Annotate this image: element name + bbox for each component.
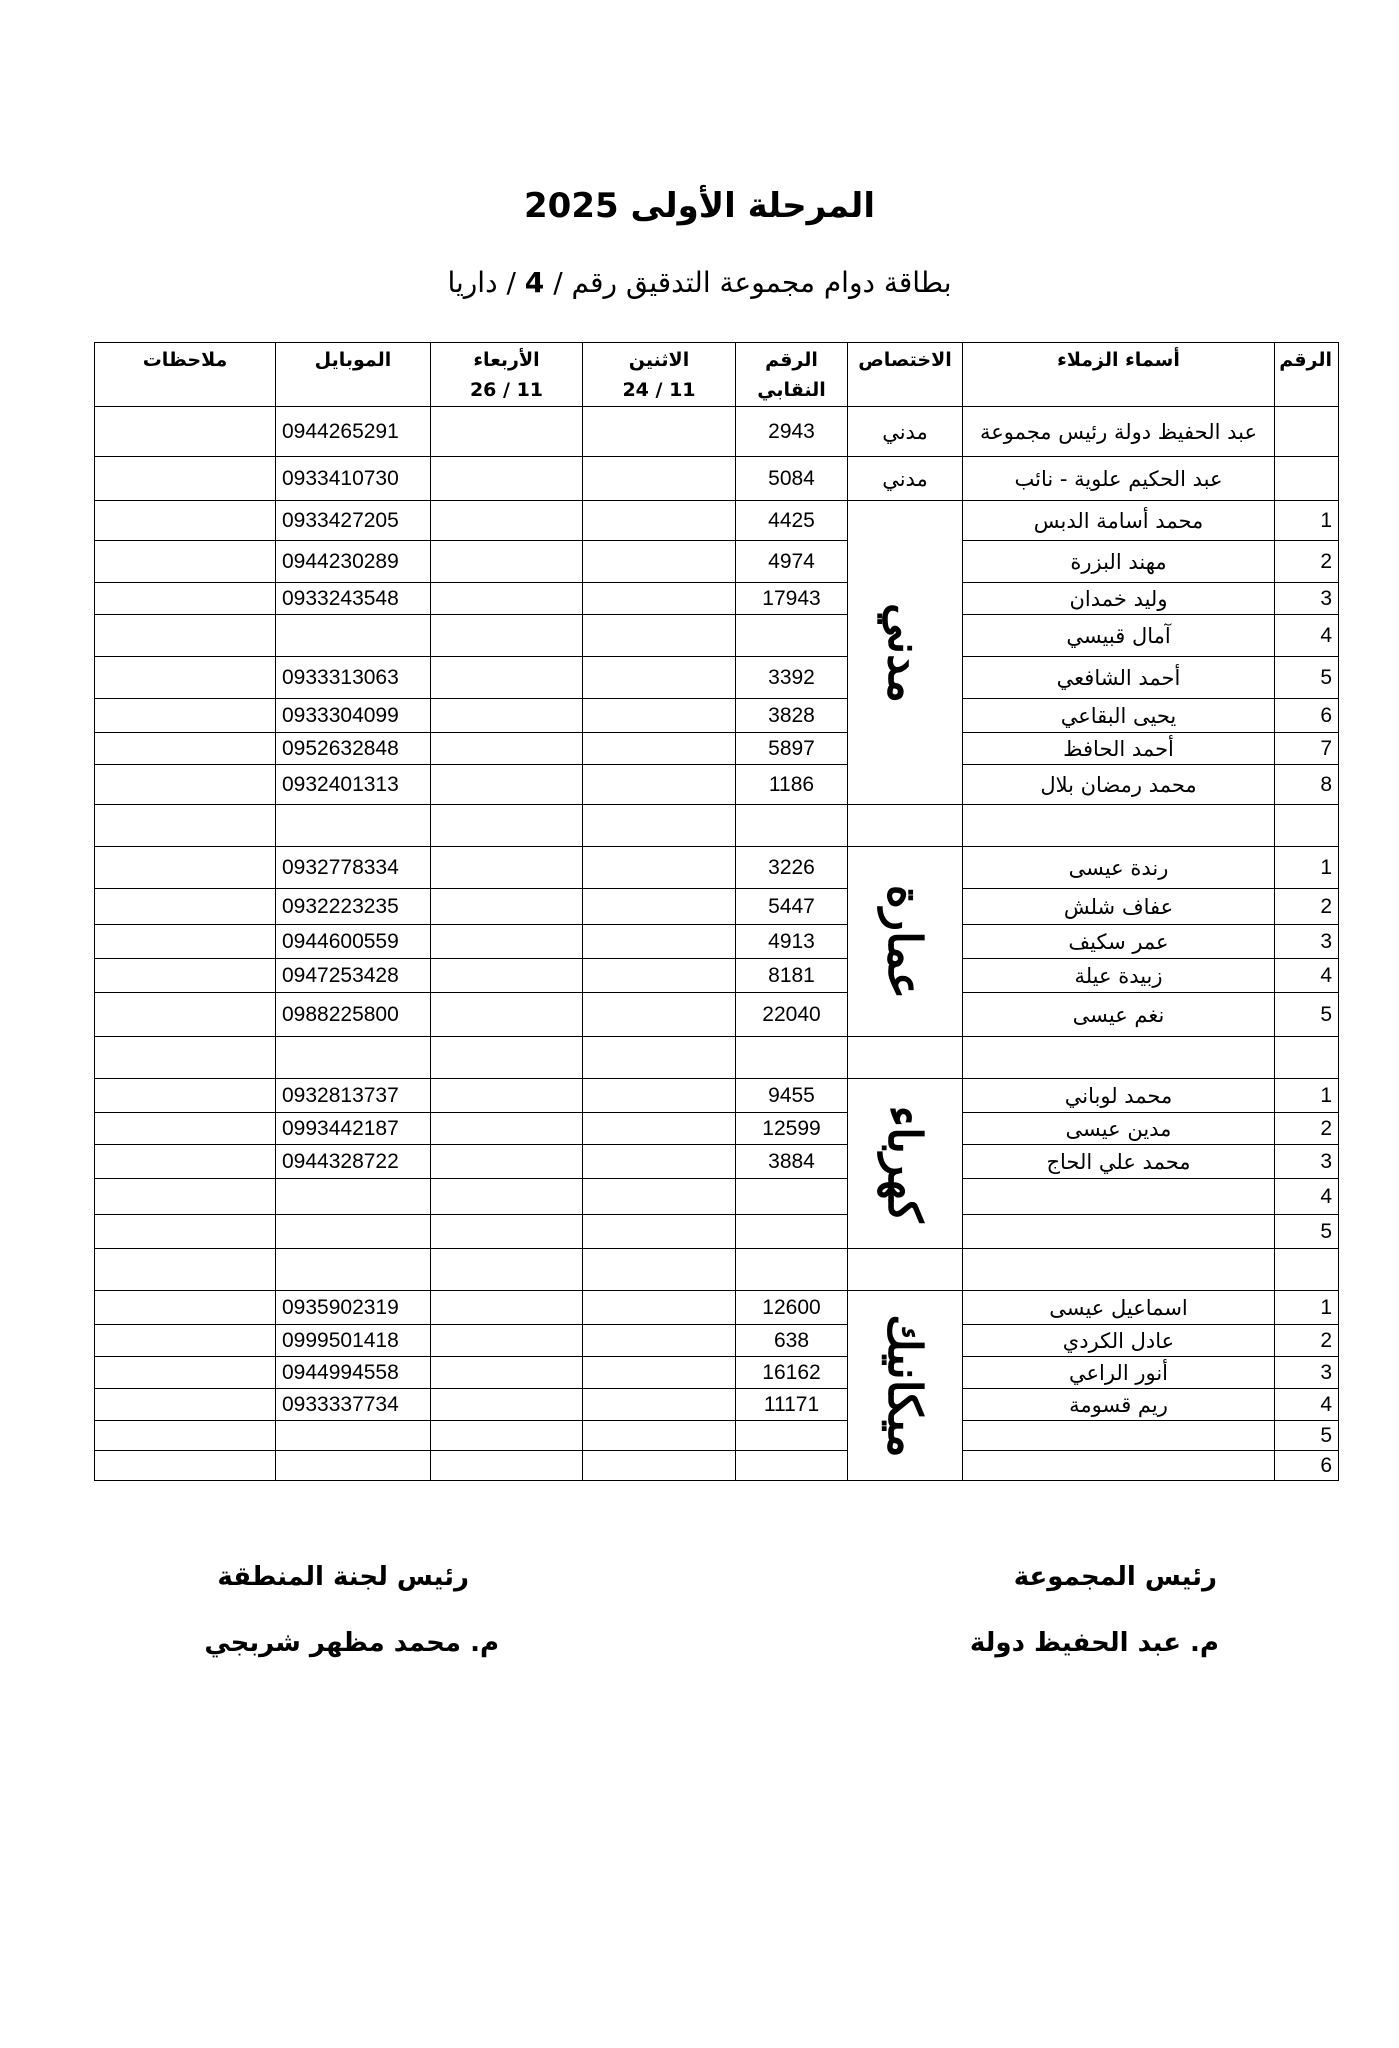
registration-number-cell: 22040 (736, 993, 848, 1037)
row-number-cell: 2 (1275, 541, 1339, 583)
registration-number-cell: 5897 (736, 733, 848, 765)
monday-attendance-cell (583, 699, 736, 733)
row-number-cell: 6 (1275, 1451, 1339, 1481)
notes-cell (95, 501, 276, 541)
registration-number-cell: 2943 (736, 407, 848, 457)
header-reg (736, 343, 848, 407)
monday-attendance-cell (583, 1451, 736, 1481)
monday-attendance-cell (583, 1179, 736, 1215)
row-number-cell: 5 (1275, 993, 1339, 1037)
monday-attendance-cell (583, 925, 736, 959)
wednesday-attendance-cell (431, 501, 583, 541)
table-row (95, 1215, 1339, 1249)
wednesday-attendance-cell (431, 733, 583, 765)
table-row (95, 1421, 1339, 1451)
mobile-cell: 0932778334 (276, 847, 431, 889)
row-number-cell: 4 (1275, 615, 1339, 657)
row-number-cell: 1 (1275, 1079, 1339, 1113)
member-name-cell: محمد علي الحاج (963, 1145, 1275, 1179)
row-number-cell: 1 (1275, 847, 1339, 889)
monday-attendance-cell (583, 1421, 736, 1451)
mobile-cell: 0932401313 (276, 765, 431, 805)
committee-head-name: م. محمد مظهر شربجي (204, 1628, 499, 1658)
registration-number-cell (736, 615, 848, 657)
member-name-cell (963, 1421, 1275, 1451)
registration-number-cell: 3392 (736, 657, 848, 699)
table-row (95, 1325, 1339, 1357)
wednesday-attendance-cell (431, 765, 583, 805)
specialty-group-label: كهرباء (878, 1105, 932, 1222)
registration-number-cell: 8181 (736, 959, 848, 993)
specialty-group-label: عمارة (878, 884, 932, 999)
notes-cell (95, 407, 276, 457)
table-row (95, 583, 1339, 615)
wednesday-attendance-cell (431, 889, 583, 925)
notes-cell (95, 993, 276, 1037)
registration-number-cell: 1186 (736, 765, 848, 805)
member-name-cell: محمد لوباني (963, 1079, 1275, 1113)
table-row (95, 501, 1339, 541)
notes-cell (95, 889, 276, 925)
wednesday-attendance-cell (431, 1113, 583, 1145)
table-row (95, 959, 1339, 993)
registration-number-cell: 638 (736, 1325, 848, 1357)
notes-cell (95, 1179, 276, 1215)
monday-attendance-cell (583, 615, 736, 657)
specialty-group-cell (848, 1079, 963, 1249)
member-name-cell: عادل الكردي (963, 1325, 1275, 1357)
notes-cell (95, 925, 276, 959)
committee-head-title: رئيس لجنة المنطقة (217, 1562, 469, 1592)
table-row (95, 1079, 1339, 1113)
subtitle-prefix: بطاقة دوام مجموعة التدقيق رقم / (553, 266, 952, 299)
notes-cell (95, 1113, 276, 1145)
row-number-cell: 4 (1275, 1179, 1339, 1215)
row-number-cell: 1 (1275, 1291, 1339, 1325)
row-number-cell (1275, 457, 1339, 501)
notes-cell (95, 583, 276, 615)
registration-number-cell (736, 1451, 848, 1481)
group-head-title: رئيس المجموعة (1013, 1562, 1217, 1592)
header-reg-line2: النقابي (757, 379, 826, 401)
monday-attendance-cell (583, 541, 736, 583)
wednesday-attendance-cell (431, 1325, 583, 1357)
registration-number-cell: 4425 (736, 501, 848, 541)
wednesday-attendance-cell (431, 959, 583, 993)
empty-cell (963, 1249, 1275, 1291)
mobile-cell: 0944994558 (276, 1357, 431, 1389)
row-number-cell: 6 (1275, 699, 1339, 733)
group-head-name: م. عبد الحفيظ دولة (969, 1628, 1219, 1658)
mobile-cell: 0988225800 (276, 993, 431, 1037)
mobile-cell: 0947253428 (276, 959, 431, 993)
monday-attendance-cell (583, 407, 736, 457)
header-monday-line2: 11 / 24 (622, 379, 696, 401)
registration-number-cell: 3884 (736, 1145, 848, 1179)
table-row (95, 699, 1339, 733)
monday-attendance-cell (583, 1145, 736, 1179)
member-name-cell: عفاف شلش (963, 889, 1275, 925)
table-row (95, 657, 1339, 699)
wednesday-attendance-cell (431, 1389, 583, 1421)
mobile-cell (276, 1451, 431, 1481)
notes-cell (95, 615, 276, 657)
member-name-cell: وليد خمدان (963, 583, 1275, 615)
empty-cell (95, 805, 276, 847)
table-row (95, 889, 1339, 925)
monday-attendance-cell (583, 1325, 736, 1357)
empty-cell (276, 805, 431, 847)
member-name-cell: اسماعيل عيسى (963, 1291, 1275, 1325)
notes-cell (95, 959, 276, 993)
wednesday-attendance-cell (431, 541, 583, 583)
member-name-cell: عبد الحكيم علوية - نائب (963, 457, 1275, 501)
wednesday-attendance-cell (431, 615, 583, 657)
member-name-cell: رندة عيسى (963, 847, 1275, 889)
group-number: 4 (524, 266, 545, 299)
notes-cell (95, 541, 276, 583)
table-row (95, 733, 1339, 765)
member-name-cell: مدين عيسى (963, 1113, 1275, 1145)
mobile-cell: 0932813737 (276, 1079, 431, 1113)
table-row (95, 615, 1339, 657)
row-number-cell: 3 (1275, 1357, 1339, 1389)
mobile-cell (276, 1421, 431, 1451)
member-name-cell (963, 1215, 1275, 1249)
mobile-cell (276, 1179, 431, 1215)
row-number-cell: 5 (1275, 1421, 1339, 1451)
header-name: أسماء الزملاء (963, 343, 1275, 407)
member-name-cell (963, 1451, 1275, 1481)
wednesday-attendance-cell (431, 699, 583, 733)
header-wednesday-line2: 11 / 26 (469, 379, 544, 401)
member-name-cell: أنور الراعي (963, 1357, 1275, 1389)
wednesday-attendance-cell (431, 847, 583, 889)
registration-number-cell (736, 1215, 848, 1249)
notes-cell (95, 1451, 276, 1481)
row-number-cell: 4 (1275, 1389, 1339, 1421)
notes-cell (95, 1325, 276, 1357)
monday-attendance-cell (583, 889, 736, 925)
wednesday-attendance-cell (431, 1215, 583, 1249)
table-row (95, 847, 1339, 889)
header-wednesday-line1: الأربعاء (473, 349, 540, 371)
wednesday-attendance-cell (431, 407, 583, 457)
empty-cell (1275, 805, 1339, 847)
monday-attendance-cell (583, 1357, 736, 1389)
notes-cell (95, 1421, 276, 1451)
monday-attendance-cell (583, 733, 736, 765)
empty-cell (848, 1037, 963, 1079)
table-row (95, 765, 1339, 805)
specialty-cell: مدني (848, 407, 963, 457)
registration-number-cell: 3226 (736, 847, 848, 889)
empty-cell (736, 805, 848, 847)
monday-attendance-cell (583, 993, 736, 1037)
row-number-cell (1275, 407, 1339, 457)
empty-cell (1275, 1249, 1339, 1291)
wednesday-attendance-cell (431, 1179, 583, 1215)
mobile-cell: 0933243548 (276, 583, 431, 615)
member-name-cell: مهند البزرة (963, 541, 1275, 583)
wednesday-attendance-cell (431, 583, 583, 615)
table-row (95, 1291, 1339, 1325)
notes-cell (95, 1145, 276, 1179)
mobile-cell: 0999501418 (276, 1325, 431, 1357)
row-number-cell: 7 (1275, 733, 1339, 765)
row-number-cell: 4 (1275, 959, 1339, 993)
row-number-cell: 3 (1275, 925, 1339, 959)
table-row (95, 1451, 1339, 1481)
monday-attendance-cell (583, 1291, 736, 1325)
empty-cell (963, 805, 1275, 847)
subtitle-suffix: / داريا (447, 266, 516, 299)
member-name-cell: عبد الحفيظ دولة رئيس مجموعة (963, 407, 1275, 457)
empty-cell (963, 1037, 1275, 1079)
member-name-cell: زبيدة عيلة (963, 959, 1275, 993)
header-specialty: الاختصاص (848, 343, 963, 407)
notes-cell (95, 1389, 276, 1421)
table-row (95, 1113, 1339, 1145)
member-name-cell: محمد رمضان بلال (963, 765, 1275, 805)
registration-number-cell: 3828 (736, 699, 848, 733)
specialty-group-cell (848, 1291, 963, 1481)
row-number-cell: 2 (1275, 1113, 1339, 1145)
member-name-cell: نغم عيسى (963, 993, 1275, 1037)
monday-attendance-cell (583, 959, 736, 993)
empty-cell (95, 1249, 276, 1291)
notes-cell (95, 1291, 276, 1325)
monday-attendance-cell (583, 1215, 736, 1249)
empty-cell (583, 1037, 736, 1079)
leader-row (95, 407, 1339, 457)
wednesday-attendance-cell (431, 1145, 583, 1179)
registration-number-cell: 16162 (736, 1357, 848, 1389)
mobile-cell: 0944328722 (276, 1145, 431, 1179)
spacer-row (95, 805, 1339, 847)
registration-number-cell: 12599 (736, 1113, 848, 1145)
mobile-cell: 0933427205 (276, 501, 431, 541)
registration-number-cell: 4974 (736, 541, 848, 583)
specialty-group-label: مدني (878, 602, 932, 703)
monday-attendance-cell (583, 457, 736, 501)
row-number-cell: 2 (1275, 1325, 1339, 1357)
monday-attendance-cell (583, 1389, 736, 1421)
header-notes: ملاحظات (95, 343, 276, 407)
mobile-cell: 0944230289 (276, 541, 431, 583)
monday-attendance-cell (583, 657, 736, 699)
member-name-cell: آمال قبيسي (963, 615, 1275, 657)
header-monday (583, 343, 736, 407)
specialty-cell: مدني (848, 457, 963, 501)
table-row (95, 541, 1339, 583)
table-row (95, 925, 1339, 959)
header-wednesday (431, 343, 583, 407)
member-name-cell: عمر سكيف (963, 925, 1275, 959)
table-header-row (95, 343, 1339, 407)
leader-row (95, 457, 1339, 501)
mobile-cell: 0933313063 (276, 657, 431, 699)
monday-attendance-cell (583, 583, 736, 615)
wednesday-attendance-cell (431, 1357, 583, 1389)
empty-cell (583, 805, 736, 847)
monday-attendance-cell (583, 765, 736, 805)
empty-cell (431, 1037, 583, 1079)
row-number-cell: 2 (1275, 889, 1339, 925)
mobile-cell: 0933304099 (276, 699, 431, 733)
table-row (95, 1389, 1339, 1421)
wednesday-attendance-cell (431, 1079, 583, 1113)
empty-cell (276, 1037, 431, 1079)
empty-cell (431, 1249, 583, 1291)
empty-cell (848, 805, 963, 847)
specialty-group-cell (848, 847, 963, 1037)
header-num: الرقم (1275, 343, 1339, 407)
mobile-cell: 0933337734 (276, 1389, 431, 1421)
mobile-cell: 0952632848 (276, 733, 431, 765)
registration-number-cell: 12600 (736, 1291, 848, 1325)
notes-cell (95, 1357, 276, 1389)
monday-attendance-cell (583, 501, 736, 541)
registration-number-cell: 4913 (736, 925, 848, 959)
wednesday-attendance-cell (431, 925, 583, 959)
registration-number-cell: 17943 (736, 583, 848, 615)
monday-attendance-cell (583, 1079, 736, 1113)
header-monday-line1: الاثنين (628, 349, 690, 371)
mobile-cell: 0933410730 (276, 457, 431, 501)
row-number-cell: 1 (1275, 501, 1339, 541)
table-row (95, 1179, 1339, 1215)
mobile-cell: 0993442187 (276, 1113, 431, 1145)
member-name-cell: محمد أسامة الدبس (963, 501, 1275, 541)
empty-cell (95, 1037, 276, 1079)
specialty-group-cell (848, 501, 963, 805)
wednesday-attendance-cell (431, 1291, 583, 1325)
empty-cell (1275, 1037, 1339, 1079)
member-name-cell: ريم قسومة (963, 1389, 1275, 1421)
notes-cell (95, 765, 276, 805)
mobile-cell: 0944265291 (276, 407, 431, 457)
monday-attendance-cell (583, 1113, 736, 1145)
wednesday-attendance-cell (431, 657, 583, 699)
registration-number-cell: 11171 (736, 1389, 848, 1421)
member-name-cell: يحيى البقاعي (963, 699, 1275, 733)
empty-cell (431, 805, 583, 847)
notes-cell (95, 699, 276, 733)
specialty-group-label: ميكانيك (878, 1313, 932, 1458)
empty-cell (276, 1249, 431, 1291)
wednesday-attendance-cell (431, 457, 583, 501)
member-name-cell: أحمد الحافظ (963, 733, 1275, 765)
empty-cell (848, 1249, 963, 1291)
notes-cell (95, 733, 276, 765)
registration-number-cell: 5084 (736, 457, 848, 501)
row-number-cell: 3 (1275, 1145, 1339, 1179)
notes-cell (95, 457, 276, 501)
empty-cell (736, 1037, 848, 1079)
notes-cell (95, 657, 276, 699)
header-mobile: الموبايل (276, 343, 431, 407)
monday-attendance-cell (583, 847, 736, 889)
empty-cell (583, 1249, 736, 1291)
notes-cell (95, 1215, 276, 1249)
header-reg-line1: الرقم (765, 349, 818, 371)
mobile-cell: 0932223235 (276, 889, 431, 925)
member-name-cell: أحمد الشافعي (963, 657, 1275, 699)
mobile-cell (276, 615, 431, 657)
document-subtitle (0, 266, 1399, 299)
notes-cell (95, 847, 276, 889)
registration-number-cell: 5447 (736, 889, 848, 925)
row-number-cell: 8 (1275, 765, 1339, 805)
mobile-cell (276, 1215, 431, 1249)
table-row (95, 993, 1339, 1037)
mobile-cell: 0944600559 (276, 925, 431, 959)
table-row (95, 1145, 1339, 1179)
row-number-cell: 3 (1275, 583, 1339, 615)
wednesday-attendance-cell (431, 1421, 583, 1451)
mobile-cell: 0935902319 (276, 1291, 431, 1325)
member-name-cell (963, 1179, 1275, 1215)
registration-number-cell (736, 1421, 848, 1451)
registration-number-cell: 9455 (736, 1079, 848, 1113)
registration-number-cell (736, 1179, 848, 1215)
attendance-table (94, 342, 1339, 1481)
spacer-row (95, 1249, 1339, 1291)
row-number-cell: 5 (1275, 1215, 1339, 1249)
document-title: المرحلة الأولى 2025 (524, 186, 875, 226)
table-row (95, 1357, 1339, 1389)
spacer-row (95, 1037, 1339, 1079)
wednesday-attendance-cell (431, 993, 583, 1037)
notes-cell (95, 1079, 276, 1113)
empty-cell (736, 1249, 848, 1291)
wednesday-attendance-cell (431, 1451, 583, 1481)
row-number-cell: 5 (1275, 657, 1339, 699)
